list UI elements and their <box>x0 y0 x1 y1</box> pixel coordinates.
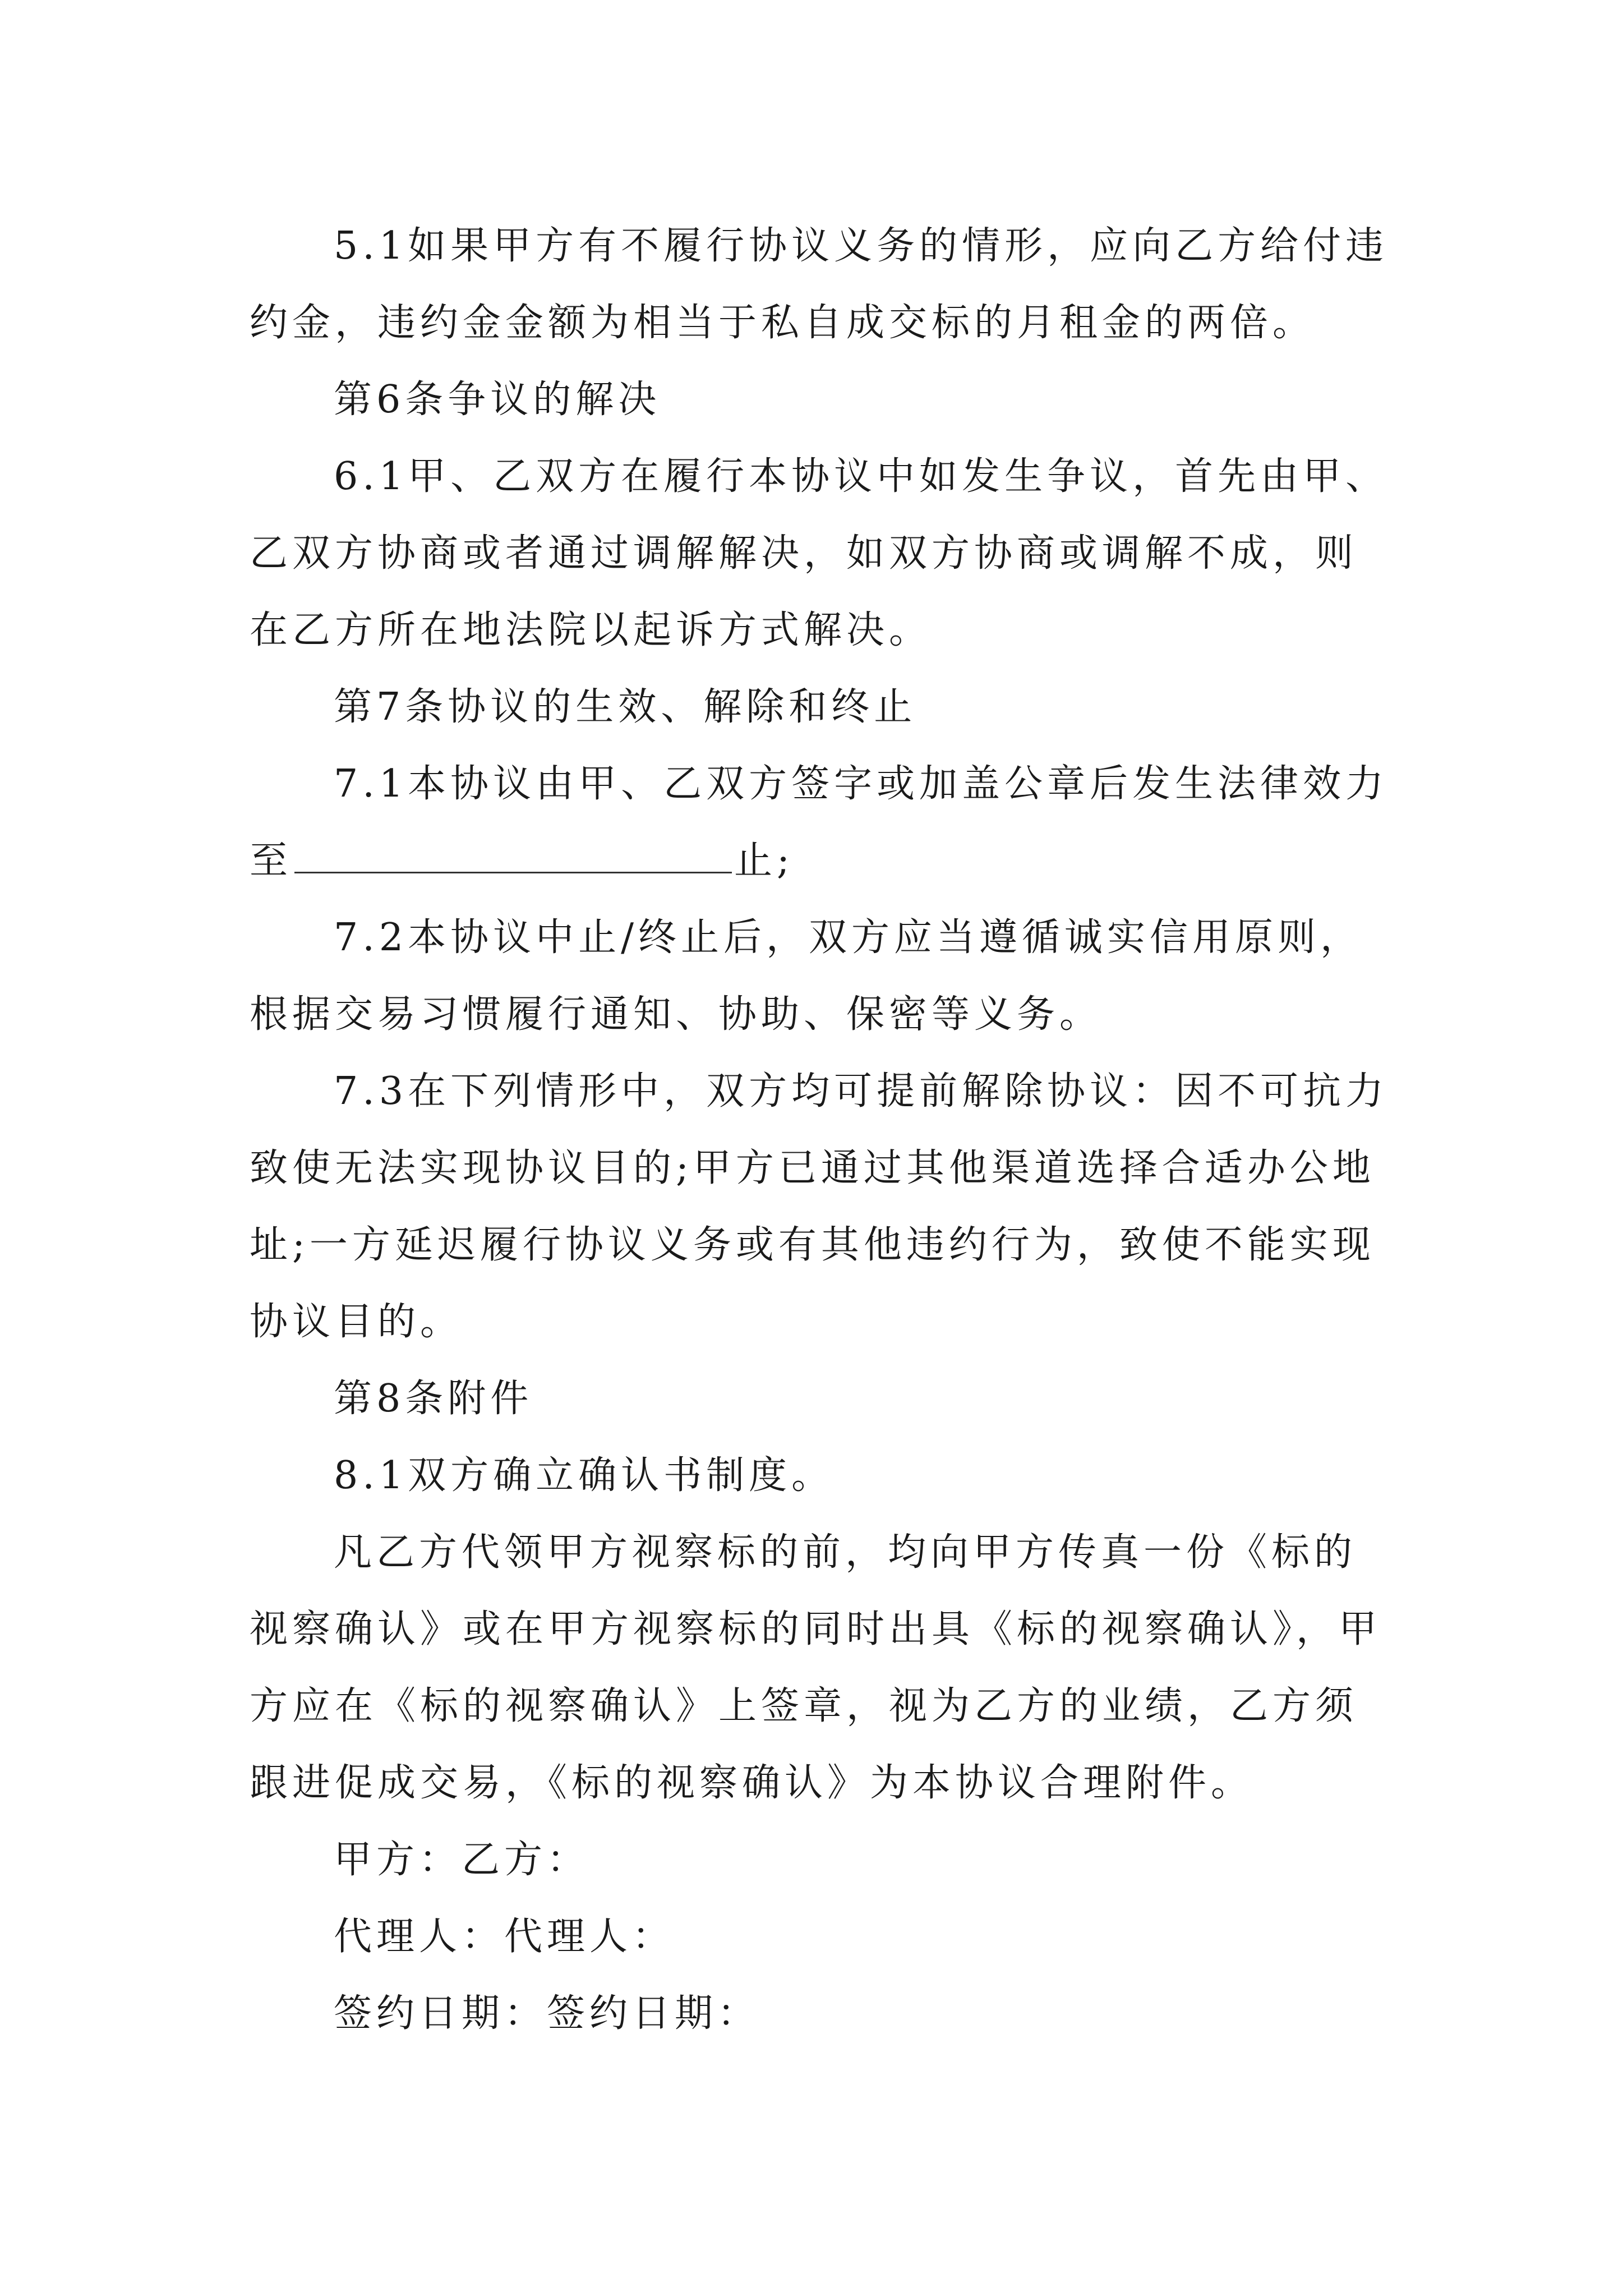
fill-in-blank <box>294 832 732 873</box>
clause-8-1: 8.1双方确立确认书制度。 <box>334 1453 834 1498</box>
signature-agents: 代理人：代理人： <box>334 1915 675 1959</box>
article-8-heading: 第8条附件 <box>334 1377 533 1421</box>
clause-7-1 <box>250 746 1394 899</box>
clause-7-1-text: 7.1本协议由甲、乙双方签字或加盖公章后发生法律效力至 <box>250 762 1389 883</box>
article-7-heading: 第7条协议的生效、解除和终止 <box>334 685 917 729</box>
clause-6-1: 6.1甲、乙双方在履行本协议中如发生争议，首先由甲、乙双方协商或者通过调解解决，如双方协商或调解不成，则在乙方所在地法院以起诉方式解决。 <box>250 454 1389 652</box>
clause-5-1: 5.1如果甲方有不履行协议义务的情形，应向乙方给付违约金，违约金金额为相当于私自成交标的月租金的两倍。 <box>250 224 1389 345</box>
signature-dates: 签约日期：签约日期： <box>334 1991 760 2036</box>
clause-7-3: 7.3在下列情形中，双方均可提前解除协议：因不可抗力致使无法实现协议目的;甲方已通过其他渠道选择合适办公地址;一方延迟履行协议义务或有其他违约行为，致使不能实现协议目的。 <box>250 1069 1389 1344</box>
document-body <box>250 208 1394 2052</box>
signature-parties: 甲方：乙方： <box>334 1838 590 1882</box>
clause-7-1-suffix: 止; <box>734 839 794 883</box>
article-6-heading: 第6条争议的解决 <box>334 378 661 422</box>
clause-8-1-body: 凡乙方代领甲方视察标的前，均向甲方传真一份《标的视察确认》或在甲方视察标的同时出具《标的视察确认》，甲方应在《标的视察确认》上签章，视为乙方的业绩，乙方须跟进促成交易，《标的视察确认》为本协议合理附件。 <box>250 1530 1382 1805</box>
clause-7-2: 7.2本协议中止/终止后，双方应当遵循诚实信用原则，根据交易习惯履行通知、协助、保密等义务。 <box>250 915 1363 1037</box>
